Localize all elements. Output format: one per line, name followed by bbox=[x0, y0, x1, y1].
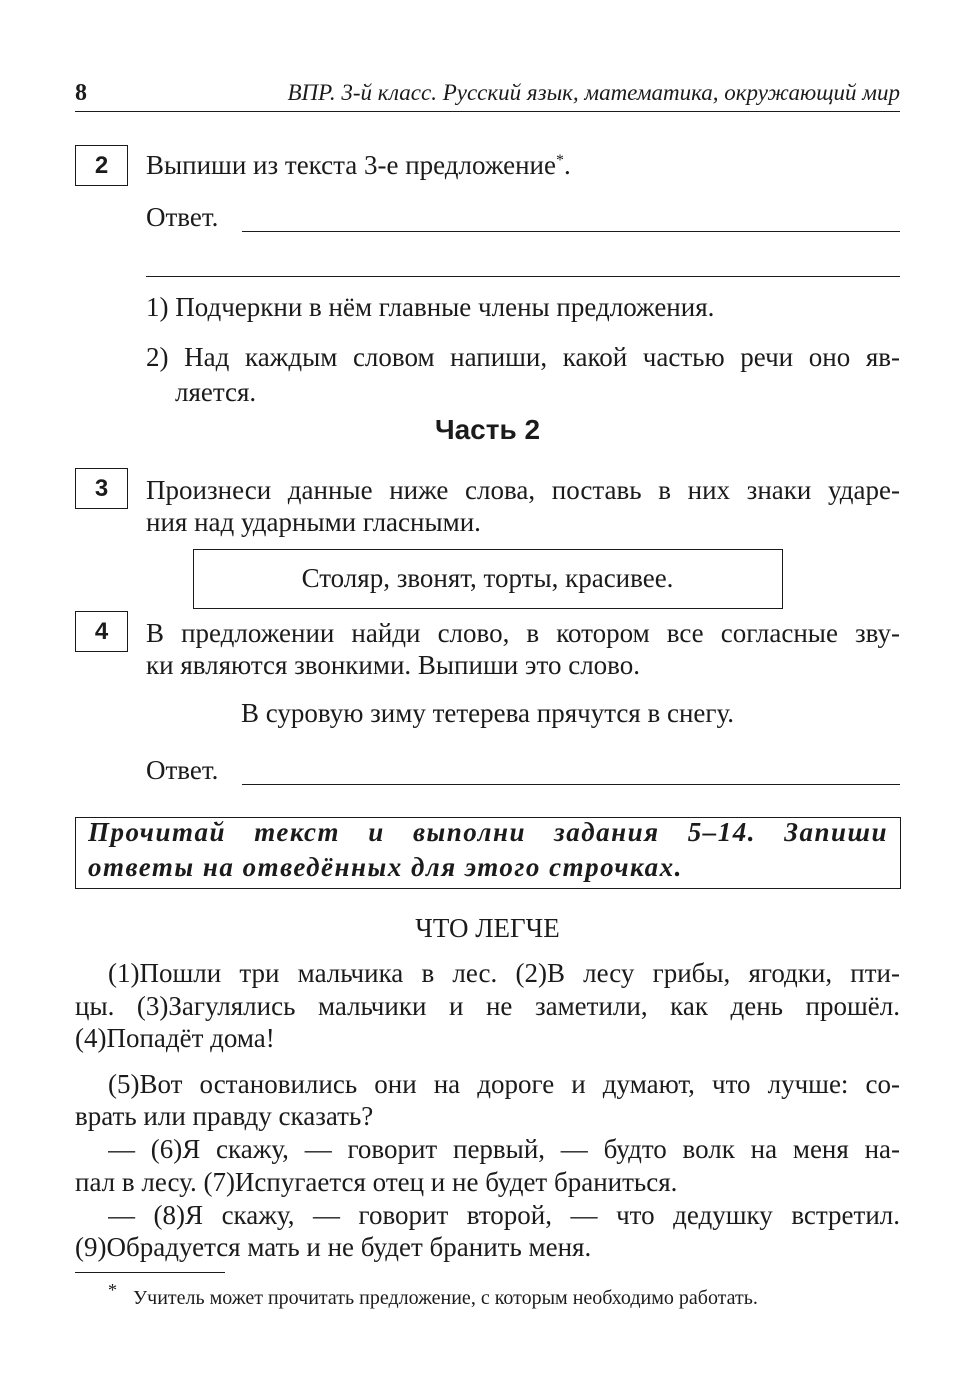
story-line: (1)Пошли три мальчика в лес. (2)В лесу грибы, ягодки, пти- bbox=[108, 958, 900, 988]
story-line: (4)Попадёт дома! bbox=[75, 1023, 275, 1053]
answer-line-second bbox=[146, 276, 900, 277]
story-line: врать или правду сказать? bbox=[75, 1101, 374, 1131]
answer-label: Ответ. bbox=[146, 202, 219, 232]
story-title: ЧТО ЛЕГЧЕ bbox=[415, 913, 560, 943]
part-heading: Часть 2 bbox=[434, 414, 541, 445]
running-header-title: ВПР. 3-й класс. Русский язык, математика, окружающий мир bbox=[287, 80, 900, 105]
instruction-line: ответы на отведённых для этого строчках. bbox=[88, 852, 683, 882]
task2-prompt bbox=[146, 149, 571, 181]
story-line: (9)Обрадуется мать и не будет бранить меня. bbox=[75, 1232, 592, 1262]
answer-line bbox=[242, 231, 900, 232]
answer-label: Ответ. bbox=[146, 755, 219, 785]
task2-prompt-text: Выпиши из текста 3-е предложение bbox=[146, 150, 556, 180]
story-line: — (6)Я скажу, — говорит первый, — будто волк на меня на- bbox=[108, 1134, 900, 1164]
task2-item-1: 1) Подчеркни в нём главные члены предложения. bbox=[146, 292, 715, 322]
footnote-mark: * bbox=[108, 1280, 117, 1300]
footnote-reference-mark: * bbox=[555, 152, 564, 169]
story-line: пал в лесу. (7)Испугается отец и не будет браниться. bbox=[75, 1167, 678, 1197]
footnote-rule bbox=[75, 1272, 225, 1273]
footnote-text: Учитель может прочитать предложение, с которым необходимо работать. bbox=[133, 1287, 758, 1309]
story-line: цы. (3)Загулялись мальчики и не заметили, как день прошёл. bbox=[75, 991, 900, 1021]
task-number-box bbox=[75, 611, 128, 652]
task3-text-line: ния над ударными гласными. bbox=[146, 507, 481, 537]
instruction-line: Прочитай текст и выполни задания 5–14. Запиши bbox=[88, 817, 888, 847]
page-number: 8 bbox=[75, 80, 87, 106]
task-number-box bbox=[75, 468, 128, 509]
task-number-box bbox=[75, 145, 128, 186]
answer-line bbox=[242, 784, 900, 785]
task-number: 3 bbox=[94, 474, 109, 502]
header-rule bbox=[75, 111, 900, 112]
task3-text-line: Произнеси данные ниже слова, поставь в них знаки ударе- bbox=[146, 475, 900, 505]
story-line: — (8)Я скажу, — говорит второй, — что дедушку встретил. bbox=[108, 1200, 900, 1230]
task4-text-line: ки являются звонкими. Выпиши это слово. bbox=[146, 650, 640, 680]
task2-item-2-line: ляется. bbox=[175, 377, 257, 407]
task4-text-line: В предложении найди слово, в котором все согласные зву- bbox=[146, 618, 900, 648]
task2-item-2-line: 2) Над каждым словом напиши, какой частью речи оно яв- bbox=[146, 342, 900, 372]
words-list: Столяр, звонят, торты, красивее. bbox=[301, 563, 674, 593]
task-number: 4 bbox=[94, 617, 109, 645]
task2-prompt-end: . bbox=[563, 150, 571, 180]
task-number: 2 bbox=[94, 151, 109, 179]
words-box bbox=[193, 549, 783, 609]
story-line: (5)Вот остановились они на дороге и думают, что лучше: со- bbox=[108, 1069, 900, 1099]
task4-sentence: В суровую зиму тетерева прячутся в снегу. bbox=[240, 698, 735, 728]
